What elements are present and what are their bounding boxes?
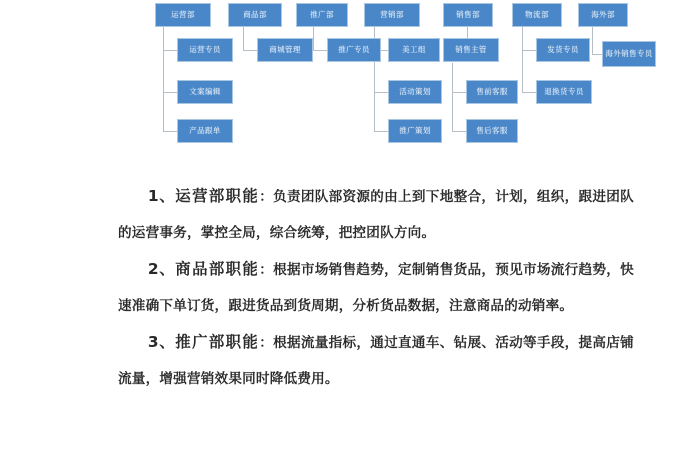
connector-operations-to-product [163, 131, 177, 132]
box-copywriter[interactable]: 文案编辑 [177, 80, 233, 104]
paragraph-promotion [118, 324, 634, 397]
box-promotion-head[interactable]: 推广部 [296, 3, 348, 27]
box-overseas-sales[interactable]: 海外销售专员 [602, 41, 656, 67]
box-overseas-head[interactable]: 海外部 [578, 3, 628, 27]
box-presales-service[interactable]: 售前客服 [466, 80, 518, 104]
box-product-follow[interactable]: 产品跟单 [177, 119, 233, 143]
connector-logistics-trunk [522, 27, 523, 92]
connector-overseas-to-sales [592, 54, 602, 55]
paragraph-operations [118, 178, 634, 251]
box-mall-manager[interactable]: 商城管理 [257, 38, 313, 62]
connector-operations-trunk [163, 27, 164, 131]
connector-logistics-to-returns [522, 92, 536, 93]
paragraph-body-2: ：根据市场销售趋势，定制销售货品，预见市场流行趋势，快速准确下单订货，跟进货品到货周期，分析货品数据，注意商品的动销率。 [118, 262, 634, 314]
box-operations-specialist[interactable]: 运营专员 [177, 38, 233, 62]
box-merchandise-head[interactable]: 商品部 [228, 3, 282, 27]
document-body [0, 178, 700, 397]
connector-marketing-to-promoplan [374, 131, 388, 132]
box-marketing-head[interactable]: 营销部 [364, 3, 420, 27]
box-operations-head[interactable]: 运营部 [155, 3, 211, 27]
paragraph-number-3: 3、 [147, 333, 176, 351]
connector-merchandise-trunk [243, 27, 244, 50]
connector-sales-supervisor-trunk [452, 63, 453, 131]
paragraph-number-1: 1、 [147, 187, 176, 205]
paragraph-lead-1: 运营部职能 [175, 187, 260, 205]
box-aftersales-service[interactable]: 售后客服 [466, 119, 518, 143]
box-sales-supervisor[interactable]: 销售主管 [443, 38, 499, 62]
connector-promotion-trunk [313, 27, 314, 50]
connector-marketing-to-event [374, 92, 388, 93]
paragraph-lead-2: 商品部职能 [175, 260, 260, 278]
box-shipping-specialist[interactable]: 发货专员 [536, 38, 590, 62]
box-promotion-planning[interactable]: 推广策划 [388, 119, 442, 143]
connector-overseas-trunk [592, 27, 593, 54]
connector-promotion-to-specialist [313, 50, 327, 51]
box-sales-head[interactable]: 销售部 [443, 3, 493, 27]
paragraph-body-3: ：根据流量指标，通过直通车、钻展、活动等手段，提高店铺流量，增强营销效果同时降低费用。 [118, 335, 634, 387]
paragraph-merchandise [118, 251, 634, 324]
box-logistics-head[interactable]: 物流部 [512, 3, 562, 27]
box-returns-specialist[interactable]: 退换货专员 [536, 80, 592, 104]
connector-logistics-to-shipping [522, 50, 536, 51]
box-event-planning[interactable]: 活动策划 [388, 80, 442, 104]
paragraph-number-2: 2、 [147, 260, 176, 278]
connector-operations-to-copywriter [163, 92, 177, 93]
connector-sales-to-aftersales [452, 131, 466, 132]
connector-sales-to-presales [452, 92, 466, 93]
connector-operations-to-specialist [163, 50, 177, 51]
paragraph-body-1: ：负责团队部资源的由上到下地整合，计划，组织，跟进团队的运营事务，掌控全局，综合统筹，把控团队方向。 [118, 189, 634, 241]
paragraph-lead-3: 推广部职能 [175, 333, 260, 351]
box-promotion-specialist[interactable]: 推广专员 [327, 38, 381, 62]
connector-merchandise-to-mall [243, 50, 257, 51]
org-chart [0, 0, 700, 165]
box-design-team[interactable]: 美工组 [388, 38, 440, 62]
